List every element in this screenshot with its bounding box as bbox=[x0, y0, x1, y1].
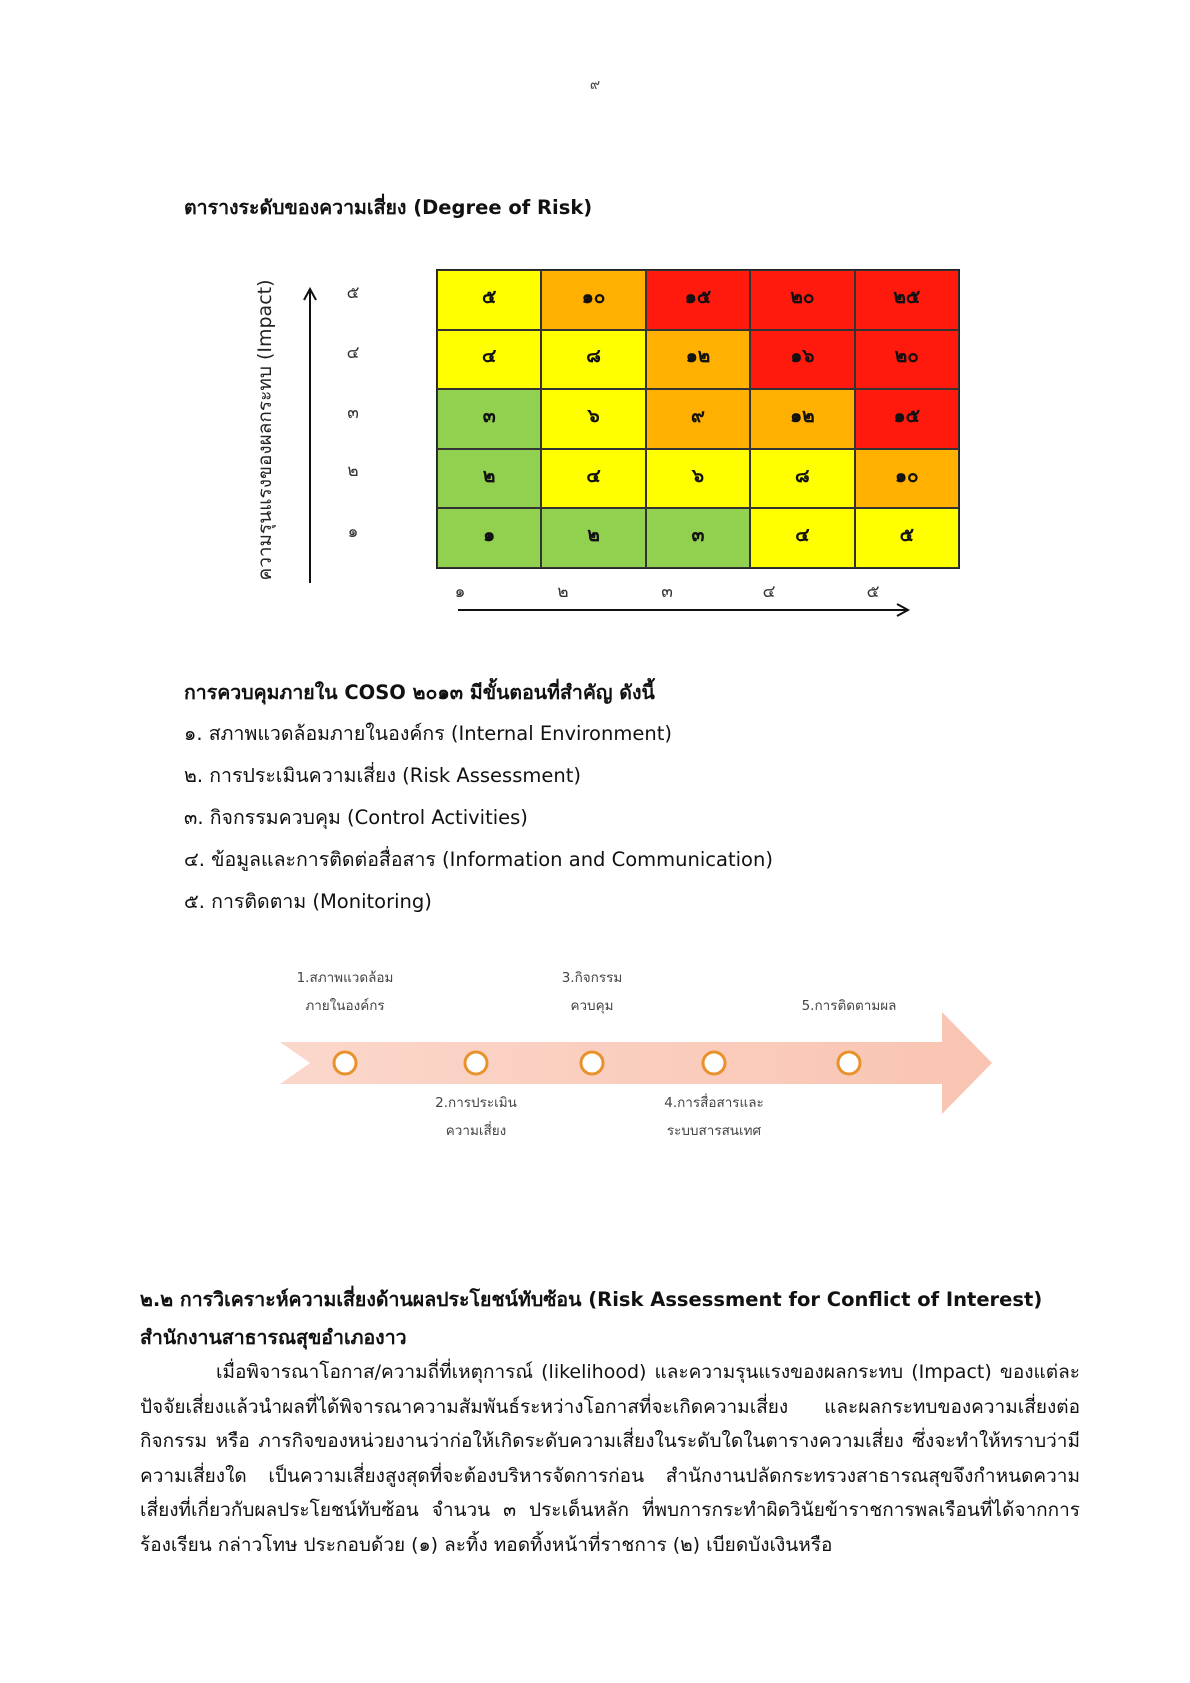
section-subheading: สำนักงานสาธารณสุขอำเภองาว bbox=[140, 1326, 407, 1349]
risk-cell: ๑๐ bbox=[855, 449, 959, 509]
y-tick-5: ๕ bbox=[346, 283, 360, 303]
risk-cell: ๑๕ bbox=[855, 389, 959, 449]
coso-item-1: ๑. สภาพแวดล้อมภายในองค์กร (Internal Environment) bbox=[184, 722, 672, 745]
step-3-marker bbox=[581, 1052, 603, 1074]
coso-item-5: ๕. การติดตาม (Monitoring) bbox=[184, 890, 432, 913]
risk-cell: ๑๒ bbox=[646, 330, 750, 390]
coso-list bbox=[184, 713, 773, 923]
y-tick-4: ๔ bbox=[346, 343, 360, 363]
coso-item-4: ๔. ข้อมูลและการติดต่อสื่อสาร (Information and Communication) bbox=[184, 848, 773, 871]
risk-cell: ๖ bbox=[646, 449, 750, 509]
risk-cell: ๑๒ bbox=[750, 389, 854, 449]
risk-cell: ๔ bbox=[750, 508, 854, 568]
risk-cell: ๖ bbox=[541, 389, 645, 449]
risk-cell: ๑๕ bbox=[646, 270, 750, 330]
risk-cell: ๙ bbox=[646, 389, 750, 449]
y-tick-1: ๑ bbox=[347, 522, 359, 542]
step-3-label: 3.กิจกรรม ควบคุม bbox=[561, 970, 623, 1014]
y-tick-2: ๒ bbox=[347, 461, 359, 481]
step-4-marker bbox=[703, 1052, 725, 1074]
step-1-label: 1.สภาพแวดล้อม ภายในองค์กร bbox=[296, 970, 394, 1014]
risk-cell: ๓ bbox=[437, 389, 541, 449]
x-tick-2: ๒ bbox=[557, 582, 569, 602]
risk-cell: ๑ bbox=[437, 508, 541, 568]
risk-cell: ๒ bbox=[541, 508, 645, 568]
step-5-marker bbox=[838, 1052, 860, 1074]
coso-title: การควบคุมภายใน COSO ๒๐๑๓ มีขั้นตอนที่สำคัญ ดังนี้ bbox=[184, 681, 655, 704]
step-2-marker bbox=[465, 1052, 487, 1074]
x-tick-5: ๕ bbox=[866, 582, 880, 602]
risk-cell: ๘ bbox=[750, 449, 854, 509]
step-4-label: 4.การสื่อสารและ ระบบสารสนเทศ bbox=[664, 1095, 764, 1139]
step-2-label: 2.การประเมิน ความเสี่ยง bbox=[435, 1095, 517, 1139]
x-axis-arrow bbox=[456, 603, 911, 617]
page-number: ๙ bbox=[589, 77, 601, 93]
coso-item-3: ๓. กิจกรรมควบคุม (Control Activities) bbox=[184, 806, 528, 829]
step-1-marker bbox=[334, 1052, 356, 1074]
risk-cell: ๕ bbox=[855, 508, 959, 568]
section-body: เมื่อพิจารณาโอกาส/ความถี่ที่เหตุการณ์ (likelihood) และความรุนแรงของผลกระทบ (Impact) ของแต่ละปัจจัยเสี่ยงแล้วนำผลที่ได้พิจารณาความสัมพันธ์ระหว่างโอกาสที่จะเกิดความเสี่ยง และผลกระทบของความเสี่ยงต่อกิจกรรม หรือ ภารกิจของหน่วยงานว่าก่อให้เกิดระดับความเสี่ยงในระดับใดในตารางความเสี่ยง ซึ่งจะทำให้ทราบว่ามีความเสี่ยงใด เป็นความเสี่ยงสูงสุดที่จะต้องบริหารจัดการก่อน สำนักงานปลัดกระทรวงสาธารณสุขจึงกำหนดความเสี่ยงที่เกี่ยวกับผลประโยชน์ทับซ้อน จำนวน ๓ ประเด็นหลัก ที่พบการกระทำผิดวินัยข้าราชการพลเรือนที่ได้จากการร้องเรียน กล่าวโทษ ประกอบด้วย (๑) ละทิ้ง ทอดทิ้งหน้าที่ราชการ (๒) เบียดบังเงินหรือ bbox=[140, 1361, 1080, 1556]
risk-cell: ๑๐ bbox=[541, 270, 645, 330]
coso-item-2: ๒. การประเมินความเสี่ยง (Risk Assessment) bbox=[184, 764, 581, 787]
step-5-label: 5.การติดตามผล bbox=[801, 998, 897, 1014]
x-tick-1: ๑ bbox=[454, 582, 466, 602]
x-tick-3: ๓ bbox=[661, 582, 673, 602]
risk-cell: ๘ bbox=[541, 330, 645, 390]
risk-matrix-grid bbox=[436, 269, 960, 569]
coso-process-diagram bbox=[280, 960, 1000, 1160]
risk-cell: ๒ bbox=[437, 449, 541, 509]
y-tick-3: ๓ bbox=[347, 403, 359, 423]
risk-cell: ๒๐ bbox=[750, 270, 854, 330]
x-tick-4: ๔ bbox=[762, 582, 776, 602]
y-axis-arrow bbox=[303, 287, 317, 585]
section-heading: ๒.๒ การวิเคราะห์ความเสี่ยงด้านผลประโยชน์ทับซ้อน (Risk Assessment for Conflict of Interest) bbox=[140, 1288, 1043, 1311]
matrix-title: ตารางระดับของความเสี่ยง (Degree of Risk) bbox=[184, 196, 593, 219]
risk-cell: ๒๕ bbox=[855, 270, 959, 330]
risk-cell: ๔ bbox=[437, 330, 541, 390]
risk-cell: ๑๖ bbox=[750, 330, 854, 390]
y-axis-label-wrap bbox=[245, 265, 285, 595]
risk-cell: ๔ bbox=[541, 449, 645, 509]
risk-cell: ๓ bbox=[646, 508, 750, 568]
risk-cell: ๕ bbox=[437, 270, 541, 330]
y-axis-label: ความรุนแรงของผลกระทบ (Impact) bbox=[254, 279, 276, 581]
risk-cell: ๒๐ bbox=[855, 330, 959, 390]
